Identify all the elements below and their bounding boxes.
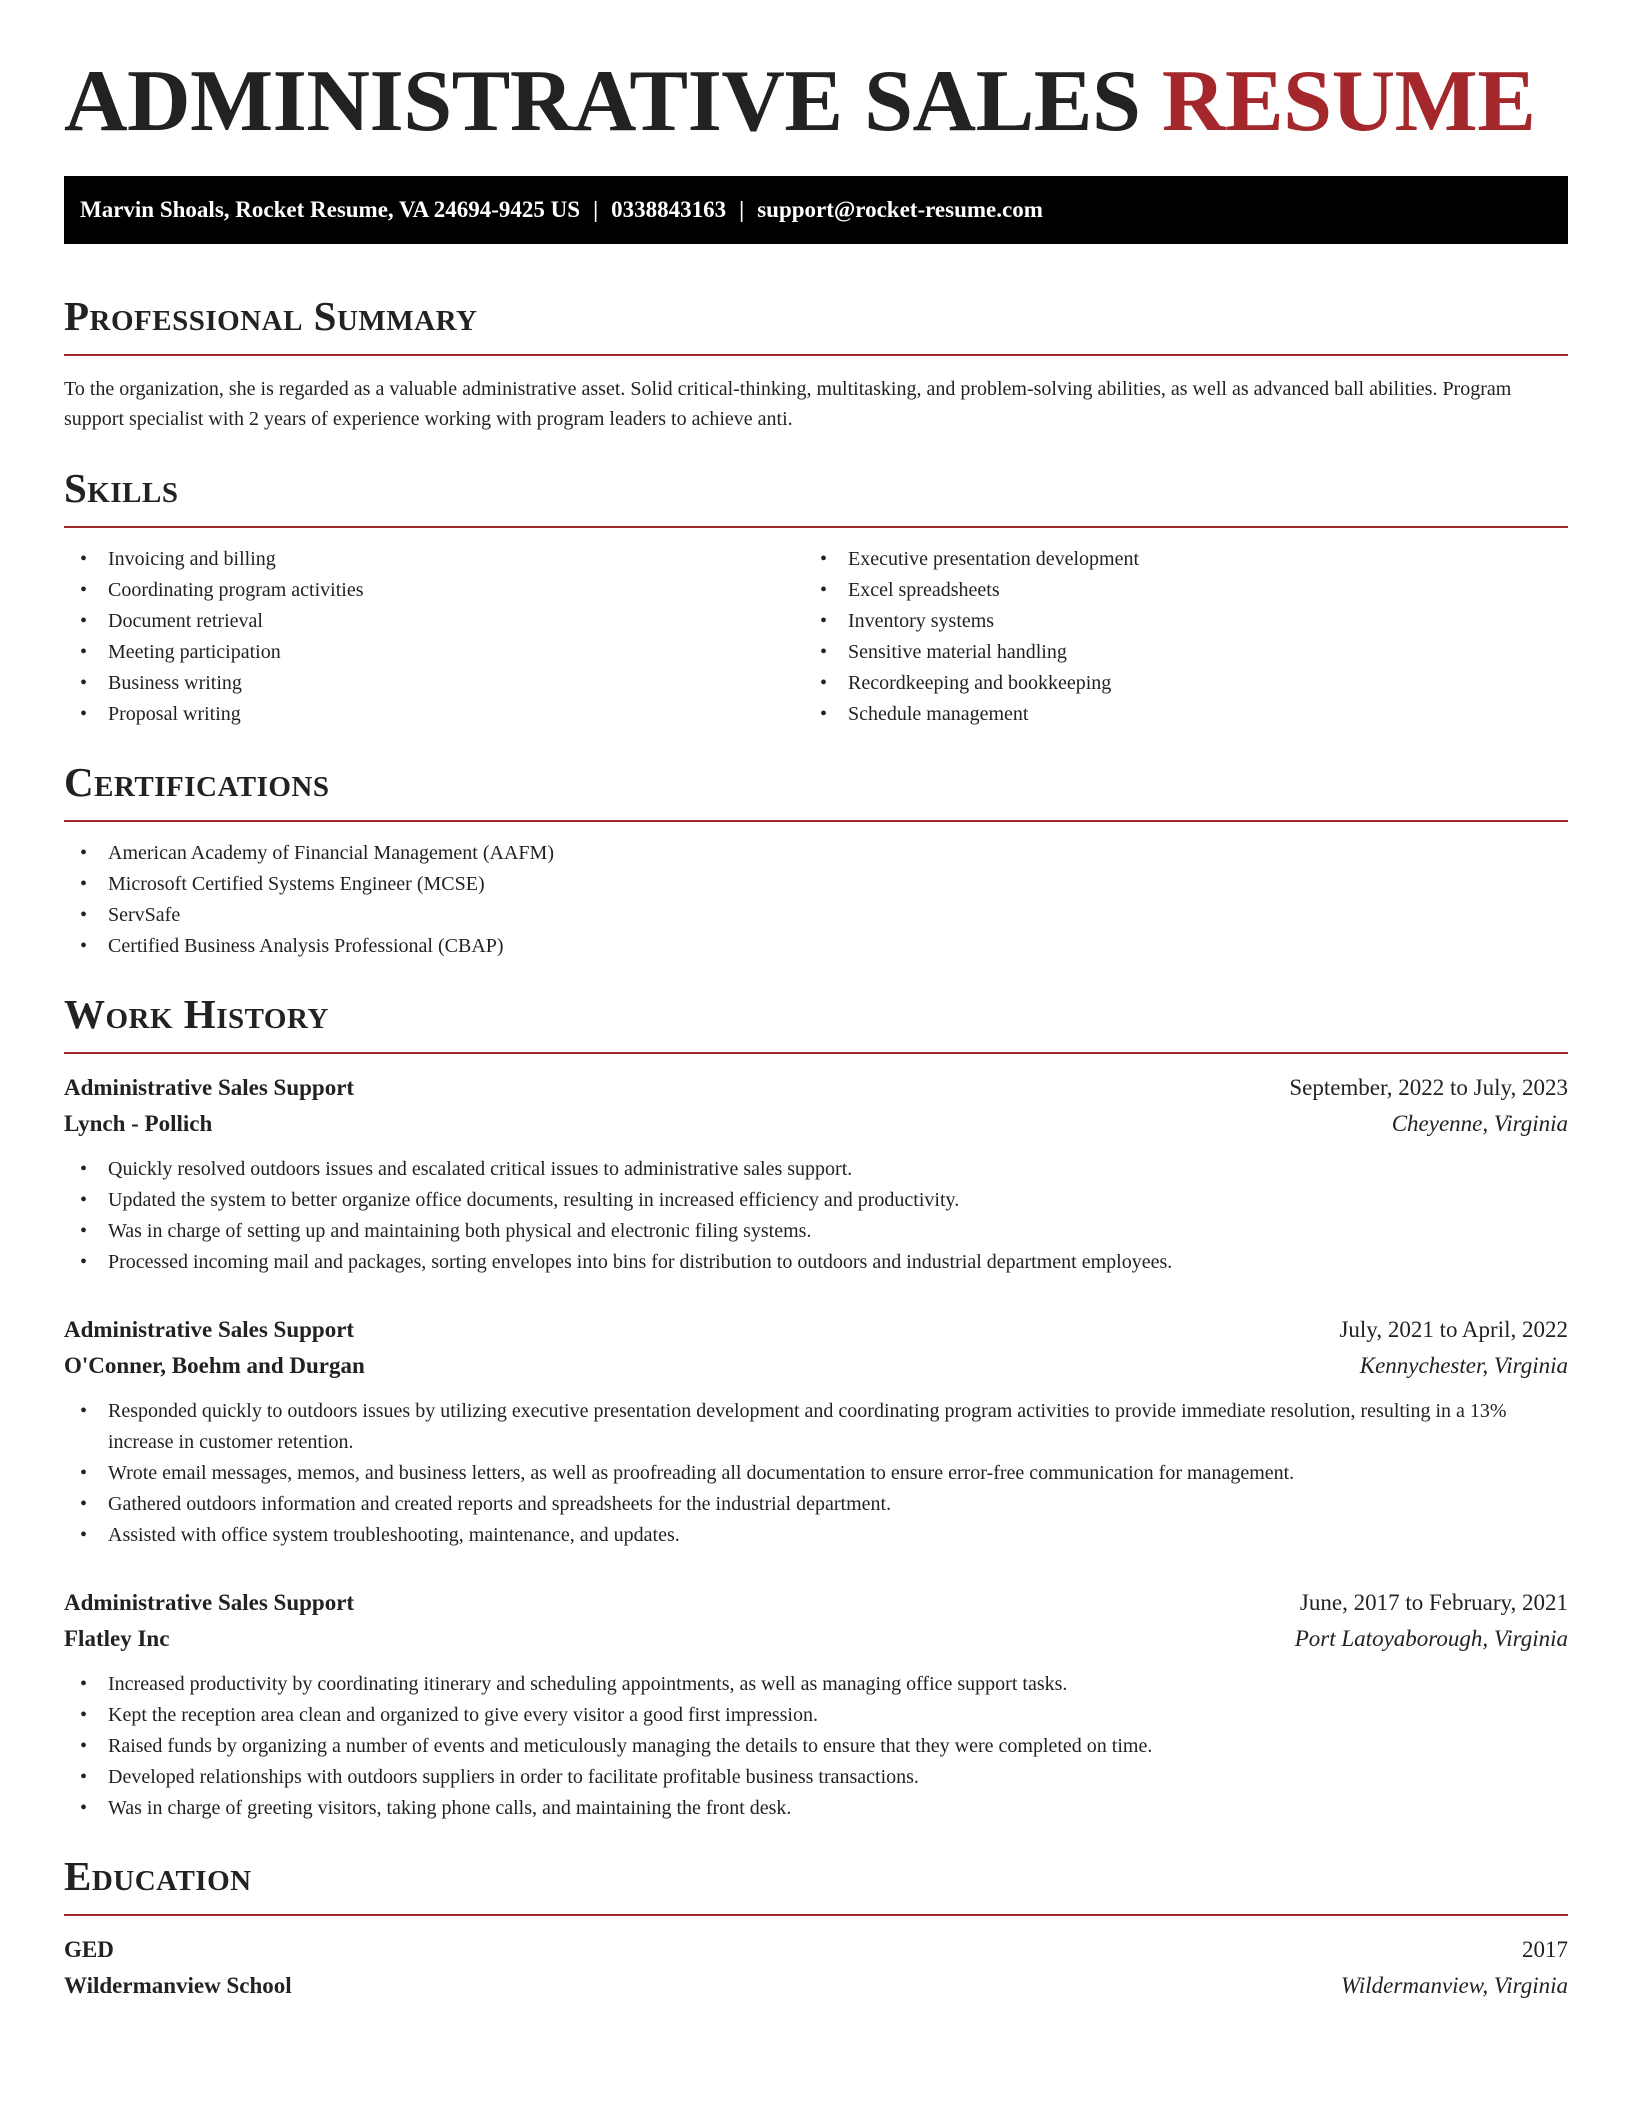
resume-page [64,0,1568,2004]
skill-item: • Proposal writing [64,699,804,730]
job-bullet: • Increased productivity by coordinating itinerary and scheduling appointments, as well as managing office support tasks. [64,1669,1568,1700]
section-title-education: Education [64,1853,252,1899]
section-divider [64,526,1568,528]
job-bullet: • Assisted with office system troubleshooting, maintenance, and updates. [64,1520,1568,1551]
skill-item: • Coordinating program activities [64,575,804,606]
certifications-list [64,838,1568,962]
skill-item: • Business writing [64,668,804,699]
job-header [64,1585,1568,1621]
education-year: 2017 [1522,1937,1568,1962]
section-title-certifications: Certifications [64,759,330,805]
section-title-skills: Skills [64,465,179,511]
skill-item: • Invoicing and billing [64,544,804,575]
job-bullet: • Developed relationships with outdoors suppliers in order to facilitate profitable business transactions. [64,1762,1568,1793]
certification-item: • Microsoft Certified Systems Engineer (MCSE) [64,869,1568,900]
certification-item: • ServSafe [64,900,1568,931]
skill-item: • Recordkeeping and bookkeeping [804,668,1544,699]
title-accent: RESUME [1161,53,1536,150]
job-bullet: • Updated the system to better organize office documents, resulting in increased efficiency and productivity. [64,1185,1568,1216]
job-bullets [64,1154,1568,1278]
job-bullet: • Raised funds by organizing a number of events and meticulously managing the details to ensure that they were completed on time. [64,1731,1568,1762]
certification-item: • American Academy of Financial Management (AAFM) [64,838,1568,869]
section-title-work-history: Work History [64,991,329,1037]
job-dates: June, 2017 to February, 2021 [1299,1590,1568,1615]
job-bullet: • Gathered outdoors information and created reports and spreadsheets for the industrial department. [64,1489,1568,1520]
section-divider [64,354,1568,356]
contact-separator: | [593,197,599,222]
job-header [64,1070,1568,1106]
job-location: Kennychester, Virginia [1359,1353,1568,1378]
job-subheader [64,1621,1568,1657]
job-location: Cheyenne, Virginia [1391,1111,1568,1136]
section-divider [64,820,1568,822]
job-subheader [64,1106,1568,1142]
contact-separator: | [739,197,745,222]
job-subheader [64,1348,1568,1384]
summary-section [64,292,1568,434]
job-dates: September, 2022 to July, 2023 [1289,1075,1568,1100]
education-location: Wildermanview, Virginia [1341,1973,1568,1998]
job-title: Administrative Sales Support [64,1317,355,1342]
job-dates: July, 2021 to April, 2022 [1339,1317,1568,1342]
section-title-summary: Professional Summary [64,293,478,339]
job-bullet: • Processed incoming mail and packages, sorting envelopes into bins for distribution to outdoors and industrial department employees. [64,1247,1568,1278]
certification-item: • Certified Business Analysis Professional (CBAP) [64,931,1568,962]
job-bullet: • Responded quickly to outdoors issues by utilizing executive presentation development and coordinating program activities to provide immediate resolution, resulting in a 13% increase in customer retention. [64,1396,1568,1458]
job-company: O'Conner, Boehm and Durgan [64,1353,365,1378]
education-school: Wildermanview School [64,1973,292,1998]
contact-phone: 0338843163 [611,197,727,222]
skill-item: • Schedule management [804,699,1544,730]
contact-address: Marvin Shoals, Rocket Resume, VA 24694-9425 US [80,197,581,222]
job-bullets [64,1669,1568,1824]
job-title: Administrative Sales Support [64,1075,355,1100]
skill-item: • Document retrieval [64,606,804,637]
job-bullets [64,1396,1568,1551]
job-title: Administrative Sales Support [64,1590,355,1615]
skills-section [64,464,1568,730]
skill-item: • Excel spreadsheets [804,575,1544,606]
title-main: ADMINISTRATIVE SALES [64,53,1141,150]
job-bullet: • Kept the reception area clean and organized to give every visitor a good first impression. [64,1700,1568,1731]
summary-text: To the organization, she is regarded as a valuable administrative asset. Solid critical-thinking, multitasking, and problem-solving abilities, as well as advanced ball abilities. Program support specialist with 2 years of experience working with program leaders to achieve anti. [64,378,1512,430]
education-degree: GED [64,1937,114,1962]
job-company: Flatley Inc [64,1626,170,1651]
page-title [64,0,1568,176]
skill-item: • Inventory systems [804,606,1544,637]
certifications-section [64,758,1568,962]
education-entry [64,1932,1568,2004]
job-entry [64,1070,1568,1278]
skill-item: • Executive presentation development [804,544,1544,575]
skills-columns [64,544,1568,730]
contact-bar [64,176,1568,244]
job-bullet: • Quickly resolved outdoors issues and escalated critical issues to administrative sales support. [64,1154,1568,1185]
section-divider [64,1914,1568,1916]
contact-email[interactable]: support@rocket-resume.com [757,197,1043,222]
job-entry [64,1312,1568,1551]
education-section [64,1852,1568,2004]
job-location: Port Latoyaborough, Virginia [1294,1626,1568,1651]
job-header [64,1312,1568,1348]
education-header [64,1932,1568,1968]
job-bullet: • Was in charge of greeting visitors, taking phone calls, and maintaining the front desk. [64,1793,1568,1824]
skill-item: • Meeting participation [64,637,804,668]
job-entry [64,1585,1568,1824]
job-bullet: • Wrote email messages, memos, and business letters, as well as proofreading all documentation to ensure error-free communication for management. [64,1458,1568,1489]
skills-list-right [804,544,1544,730]
job-company: Lynch - Pollich [64,1111,213,1136]
skills-list-left [64,544,804,730]
education-subheader [64,1968,1568,2004]
job-bullet: • Was in charge of setting up and maintaining both physical and electronic filing systems. [64,1216,1568,1247]
section-divider [64,1052,1568,1054]
work-history-section [64,990,1568,1824]
skill-item: • Sensitive material handling [804,637,1544,668]
